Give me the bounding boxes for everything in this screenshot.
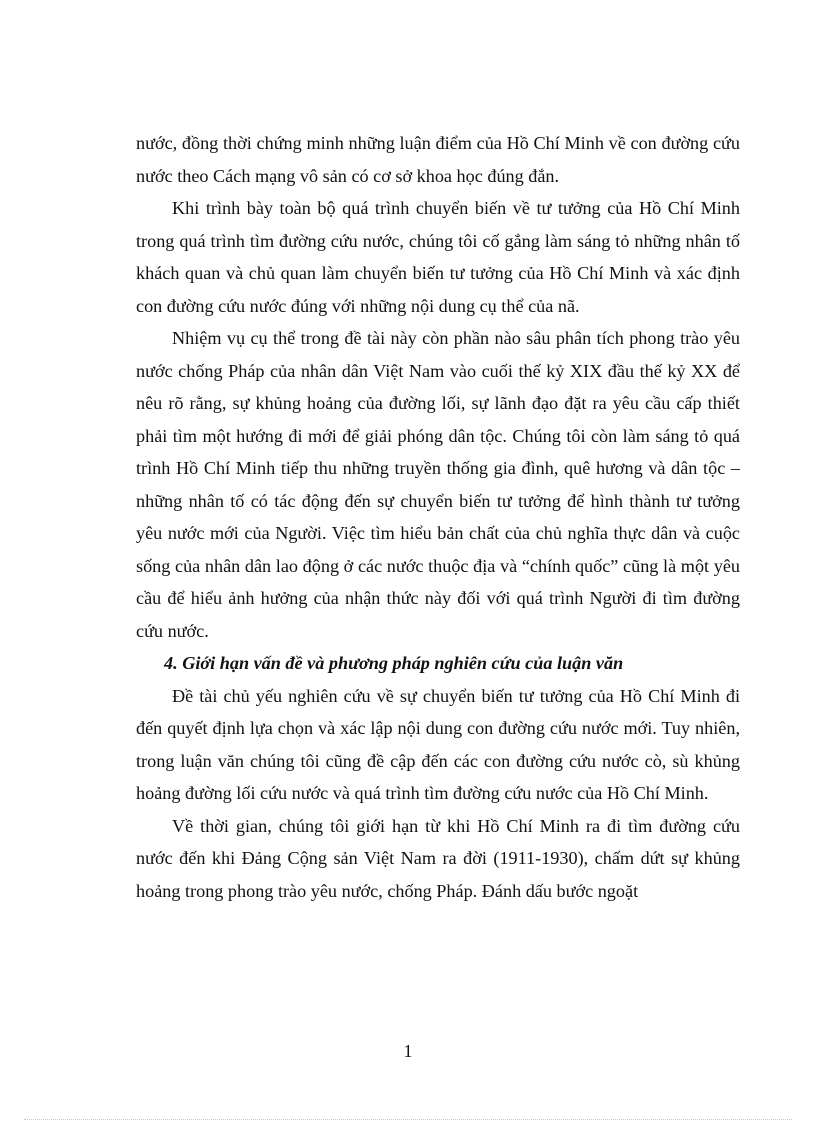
paragraph-4: Đề tài chủ yếu nghiên cứu về sự chuyển biến tư tưởng của Hồ Chí Minh đi đến quyết định lựa chọn và xác lập nội dung con đường cứu nước mới. Tuy nhiên, trong luận văn chúng tôi cũng đề cập đến các con đường cứu nước cò, sù khủng hoảng đường lối cứu nước và quá trình tìm đường cứu nước của Hồ Chí Minh. [136, 685, 740, 803]
paragraph-2: Khi trình bày toàn bộ quá trình chuyển biến về tư tưởng của Hồ Chí Minh trong quá trình tìm đường cứu nước, chúng tôi cố gắng làm sáng tỏ những nhân tố khách quan và chủ quan làm chuyển biến tư tưởng của Hồ Chí Minh và xác định con đường cứu nước đúng với những nội dung cụ thể của nã. [136, 198, 740, 316]
section-heading: 4. Giới hạn vấn đề và phương pháp nghiên cứu của luận văn [164, 653, 624, 673]
paragraph-5: Về thời gian, chúng tôi giới hạn từ khi Hồ Chí Minh ra đi tìm đường cứu nước đến khi Đảng Cộng sản Việt Nam ra đời (1911-1930), chấm dứt sự khủng hoảng trong phong trào yêu nước, chống Pháp. Đánh dấu bước ngoặt [136, 815, 740, 901]
body-text [136, 127, 740, 907]
paragraph-3: Nhiệm vụ cụ thể trong đề tài này còn phần nào sâu phân tích phong trào yêu nước chống Pháp của nhân dân Việt Nam vào cuối thế kỷ XIX đầu thế kỷ XX để nêu rõ rằng, sự khủng hoảng của đường lối, sự lãnh đạo đặt ra yêu cầu cấp thiết phải tìm một hướng đi mới để giải phóng dân tộc. Chúng tôi còn làm sáng tỏ quá trình Hồ Chí Minh tiếp thu những truyền thống gia đình, quê hương và dân tộc – những nhân tố có tác động đến sự chuyển biến tư tưởng để hình thành tư tưởng yêu nước mới của Người. Việc tìm hiểu bản chất của chủ nghĩa thực dân và cuộc sống của nhân dân lao động ở các nước thuộc địa và “chính quốc” cũng là một yêu cầu để hiểu ảnh hưởng của nhận thức này đối với quá trình Người đi tìm đường cứu nước. [136, 328, 740, 641]
page-number: 1 [403, 1041, 413, 1061]
page-bottom-divider [24, 1119, 792, 1120]
paragraph-1: nước, đồng thời chứng minh những luận điểm của Hồ Chí Minh về con đường cứu nước theo Cách mạng vô sản có cơ sở khoa học đúng đắn. [136, 133, 740, 186]
